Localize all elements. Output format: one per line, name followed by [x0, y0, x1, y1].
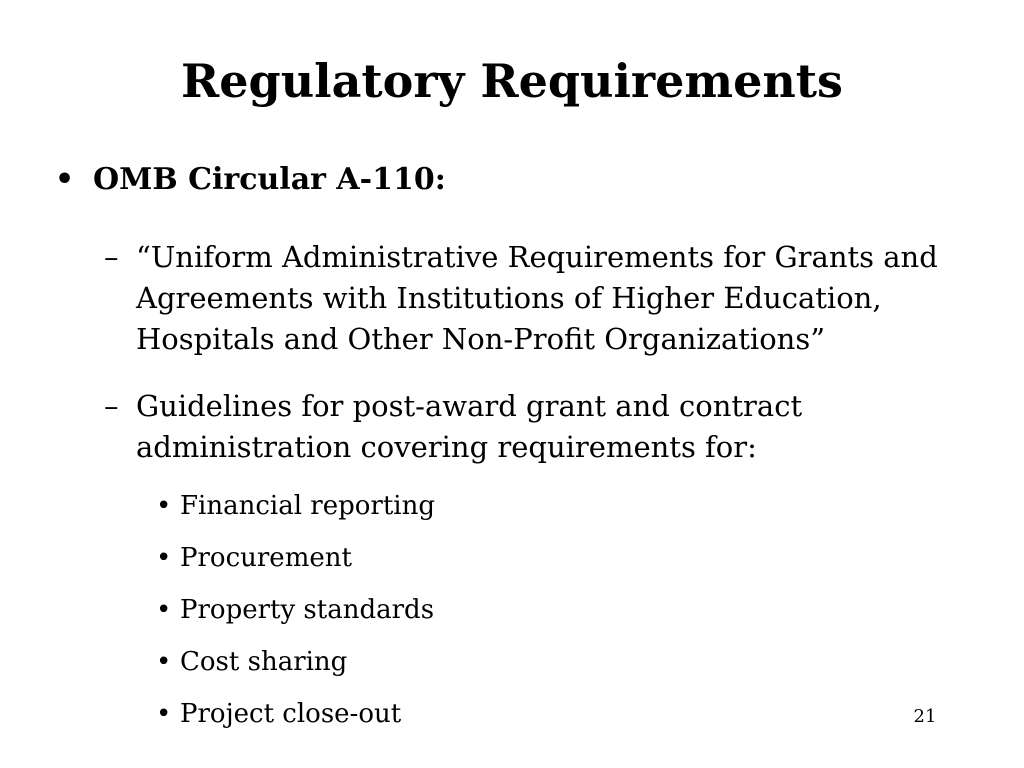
list-item-text: Procurement [180, 543, 352, 573]
sub-point-text: “Uniform Administrative Requirements for Grants and Agreements with Institutions of Higher Education, Hospitals and Other Non-Profit Organizations” [136, 240, 938, 356]
bullet-marker: • [156, 543, 172, 573]
dash-marker: – [104, 240, 119, 274]
list-item-text: Project close-out [180, 699, 402, 729]
list-item [156, 532, 435, 584]
page-number: 21 [913, 706, 937, 727]
sub-point-2 [104, 386, 994, 468]
bullet-marker: • [55, 162, 75, 197]
main-bullet-text: OMB Circular A-110: [93, 162, 446, 197]
bullet-marker: • [156, 647, 172, 677]
list-item [156, 480, 435, 532]
list-item-text: Cost sharing [180, 647, 348, 677]
bullet-marker: • [156, 491, 172, 521]
bullet-marker: • [156, 699, 172, 729]
slide-title: Regulatory Requirements [181, 54, 843, 108]
list-item [156, 636, 435, 688]
dash-marker: – [104, 389, 119, 423]
list-item-text: Property standards [180, 595, 435, 625]
sub-point-text: Guidelines for post-award grant and contract administration covering requirements for: [136, 389, 803, 464]
list-item-text: Financial reporting [180, 491, 435, 521]
list-item [156, 688, 435, 740]
main-bullet [55, 160, 446, 200]
requirements-list [156, 480, 435, 740]
list-item [156, 584, 435, 636]
bullet-marker: • [156, 595, 172, 625]
sub-point-1 [104, 237, 994, 360]
